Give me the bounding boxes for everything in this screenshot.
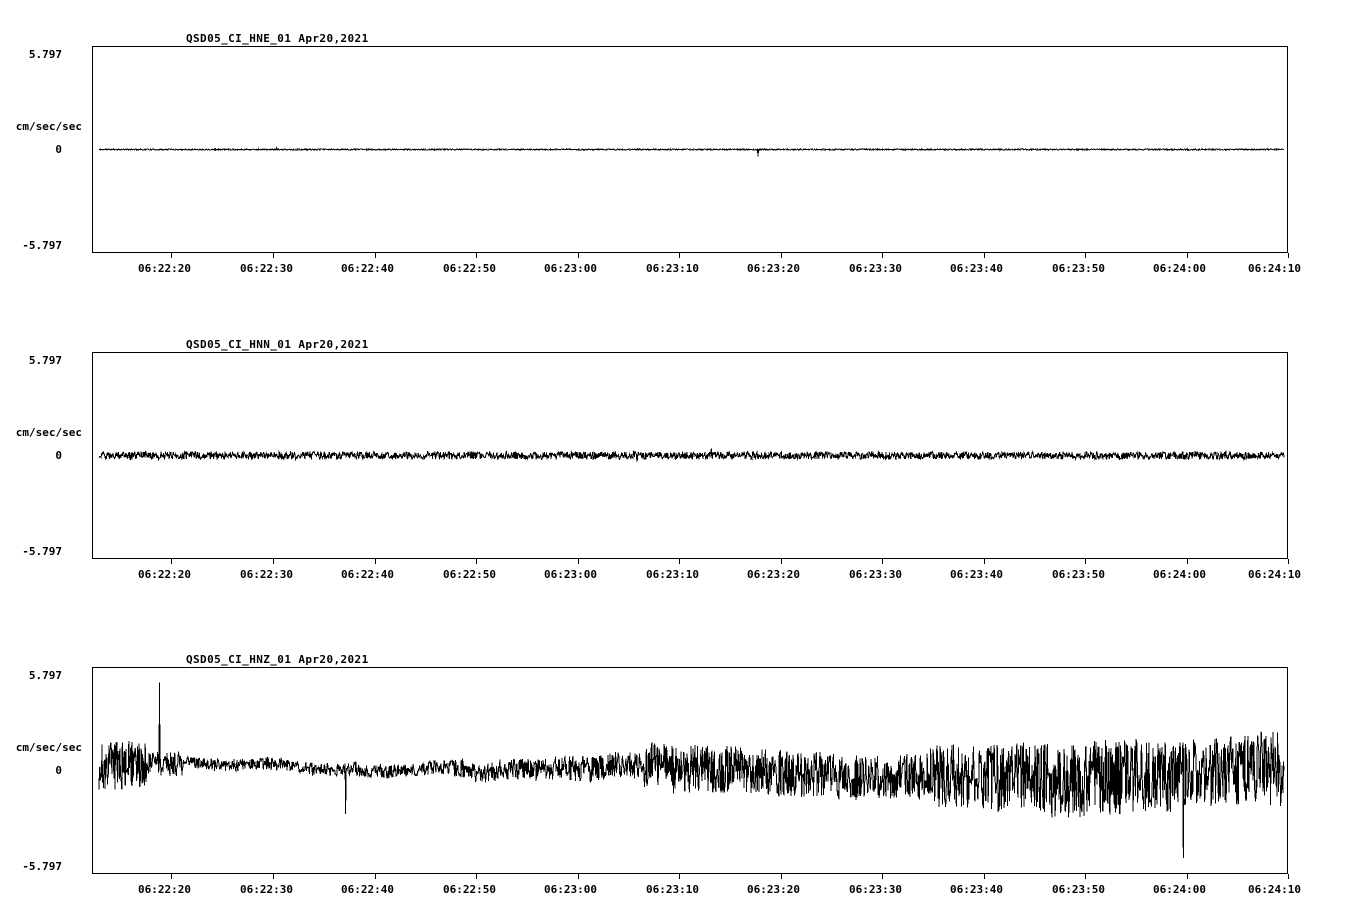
- x-tick-label-hnn: 06:23:00: [544, 568, 597, 581]
- x-tick-label-hne: 06:23:50: [1052, 262, 1105, 275]
- x-tick-label-hne: 06:24:10: [1248, 262, 1301, 275]
- y-axis-max-label-hnn: 5.797: [28, 354, 62, 367]
- x-tick-hnn: [679, 559, 680, 564]
- x-tick-hne: [1288, 253, 1289, 258]
- y-axis-zero-label-hnn: 0: [55, 449, 62, 462]
- x-tick-label-hnz: 06:22:20: [138, 883, 191, 896]
- x-tick-label-hnn: 06:23:50: [1052, 568, 1105, 581]
- x-tick-hnn: [476, 559, 477, 564]
- x-tick-hnn: [882, 559, 883, 564]
- y-axis-max-label-hne: 5.797: [28, 48, 62, 61]
- x-tick-label-hne: 06:22:50: [443, 262, 496, 275]
- x-tick-label-hnz: 06:24:10: [1248, 883, 1301, 896]
- x-tick-hnn: [1288, 559, 1289, 564]
- y-axis-unit-label-hne: cm/sec/sec: [15, 120, 82, 133]
- x-tick-hnz: [273, 874, 274, 879]
- x-tick-hnz: [171, 874, 172, 879]
- x-tick-hne: [375, 253, 376, 258]
- x-tick-hne: [273, 253, 274, 258]
- x-tick-hne: [171, 253, 172, 258]
- x-tick-label-hnn: 06:24:10: [1248, 568, 1301, 581]
- x-tick-label-hne: 06:22:40: [341, 262, 394, 275]
- x-tick-hnz: [1187, 874, 1188, 879]
- x-tick-hnz: [476, 874, 477, 879]
- x-tick-label-hne: 06:22:20: [138, 262, 191, 275]
- x-tick-hnz: [984, 874, 985, 879]
- x-tick-hne: [578, 253, 579, 258]
- x-tick-label-hnz: 06:23:50: [1052, 883, 1105, 896]
- x-tick-label-hnz: 06:23:30: [849, 883, 902, 896]
- y-axis-min-label-hnz: -5.797: [22, 860, 62, 873]
- plot-area-hnn: [92, 352, 1288, 559]
- x-tick-label-hnz: 06:23:40: [950, 883, 1003, 896]
- plot-title-hne: QSD05_CI_HNE_01 Apr20,2021: [186, 32, 369, 45]
- x-tick-hnn: [781, 559, 782, 564]
- y-axis-max-label-hnz: 5.797: [28, 669, 62, 682]
- x-tick-label-hnn: 06:23:10: [646, 568, 699, 581]
- x-tick-label-hnn: 06:22:40: [341, 568, 394, 581]
- x-tick-hne: [1085, 253, 1086, 258]
- x-tick-hnz: [375, 874, 376, 879]
- x-tick-label-hne: 06:24:00: [1153, 262, 1206, 275]
- x-tick-hnn: [984, 559, 985, 564]
- y-axis-unit-label-hnz: cm/sec/sec: [15, 741, 82, 754]
- x-tick-hnn: [1187, 559, 1188, 564]
- x-tick-hnz: [1085, 874, 1086, 879]
- x-tick-label-hnn: 06:23:30: [849, 568, 902, 581]
- plot-area-hne: [92, 46, 1288, 253]
- x-tick-label-hnz: 06:22:30: [240, 883, 293, 896]
- x-tick-label-hne: 06:23:10: [646, 262, 699, 275]
- x-tick-label-hne: 06:22:30: [240, 262, 293, 275]
- x-tick-label-hnz: 06:23:20: [747, 883, 800, 896]
- y-axis-zero-label-hnz: 0: [55, 764, 62, 777]
- x-tick-label-hnz: 06:22:40: [341, 883, 394, 896]
- x-tick-label-hne: 06:23:30: [849, 262, 902, 275]
- x-tick-hnz: [578, 874, 579, 879]
- waveform-panel-hnn: [0, 306, 1358, 606]
- y-axis-zero-label-hne: 0: [55, 143, 62, 156]
- x-tick-hnn: [1085, 559, 1086, 564]
- waveform-panel-hne: [0, 0, 1358, 300]
- x-tick-label-hnz: 06:24:00: [1153, 883, 1206, 896]
- x-tick-hne: [781, 253, 782, 258]
- x-tick-hne: [1187, 253, 1188, 258]
- y-axis-min-label-hne: -5.797: [22, 239, 62, 252]
- waveform-trace-hnz: [93, 668, 1287, 873]
- x-tick-hnz: [679, 874, 680, 879]
- x-tick-hnn: [273, 559, 274, 564]
- x-tick-label-hnn: 06:22:50: [443, 568, 496, 581]
- x-tick-label-hnz: 06:23:00: [544, 883, 597, 896]
- x-tick-hnn: [578, 559, 579, 564]
- x-tick-hne: [679, 253, 680, 258]
- x-tick-hnn: [375, 559, 376, 564]
- x-tick-label-hnz: 06:22:50: [443, 883, 496, 896]
- x-tick-label-hnz: 06:23:10: [646, 883, 699, 896]
- x-tick-label-hnn: 06:23:40: [950, 568, 1003, 581]
- x-tick-hne: [476, 253, 477, 258]
- x-tick-hnz: [1288, 874, 1289, 879]
- plot-title-hnn: QSD05_CI_HNN_01 Apr20,2021: [186, 338, 369, 351]
- waveform-trace-hnn: [93, 353, 1287, 558]
- x-tick-hnz: [781, 874, 782, 879]
- waveform-panel-hnz: [0, 613, 1358, 924]
- x-tick-label-hnn: 06:23:20: [747, 568, 800, 581]
- x-tick-label-hnn: 06:24:00: [1153, 568, 1206, 581]
- y-axis-unit-label-hnn: cm/sec/sec: [15, 426, 82, 439]
- x-tick-hnz: [882, 874, 883, 879]
- x-tick-label-hnn: 06:22:20: [138, 568, 191, 581]
- waveform-trace-hne: [93, 47, 1287, 252]
- x-tick-label-hne: 06:23:20: [747, 262, 800, 275]
- x-tick-label-hne: 06:23:00: [544, 262, 597, 275]
- x-tick-label-hnn: 06:22:30: [240, 568, 293, 581]
- x-tick-hnn: [171, 559, 172, 564]
- y-axis-min-label-hnn: -5.797: [22, 545, 62, 558]
- x-tick-hne: [882, 253, 883, 258]
- plot-area-hnz: [92, 667, 1288, 874]
- x-tick-label-hne: 06:23:40: [950, 262, 1003, 275]
- x-tick-hne: [984, 253, 985, 258]
- plot-title-hnz: QSD05_CI_HNZ_01 Apr20,2021: [186, 653, 369, 666]
